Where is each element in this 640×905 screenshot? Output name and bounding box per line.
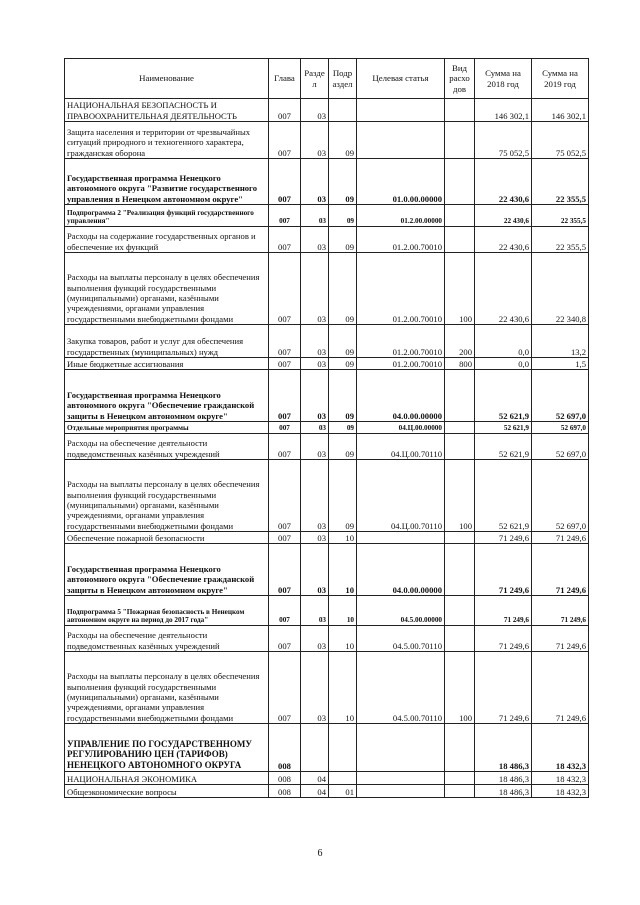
row-section: 03	[301, 370, 329, 422]
row-sum-2019: 71 249,6	[532, 544, 589, 596]
row-subsection: 01	[329, 785, 357, 798]
row-target: 01.0.00.00000	[357, 159, 445, 205]
row-section: 03	[301, 205, 329, 227]
row-section: 03	[301, 596, 329, 626]
row-chapter: 008	[269, 772, 301, 785]
row-sum-2018: 18 486,3	[475, 724, 532, 772]
row-expense-type: 100	[445, 652, 475, 724]
row-chapter: 008	[269, 724, 301, 772]
row-sum-2019: 22 355,5	[532, 205, 589, 227]
table-row	[65, 596, 589, 626]
row-section: 03	[301, 99, 329, 122]
row-sum-2018: 71 249,6	[475, 544, 532, 596]
row-sum-2018: 71 249,6	[475, 652, 532, 724]
row-sum-2018: 71 249,6	[475, 626, 532, 652]
header-subsection: Подр аздел	[329, 59, 357, 99]
row-expense-type	[445, 159, 475, 205]
row-expense-type: 100	[445, 253, 475, 325]
row-target: 01.2.00.70010	[357, 253, 445, 325]
row-section: 03	[301, 652, 329, 724]
row-sum-2018: 52 621,9	[475, 460, 532, 532]
row-section: 03	[301, 434, 329, 460]
table-row	[65, 532, 589, 544]
row-section: 03	[301, 532, 329, 544]
row-subsection: 09	[329, 325, 357, 358]
row-target: 01.2.00.00000	[357, 205, 445, 227]
row-sum-2018: 146 302,1	[475, 99, 532, 122]
row-expense-type: 200	[445, 325, 475, 358]
row-subsection: 09	[329, 159, 357, 205]
row-sum-2018: 52 621,9	[475, 422, 532, 434]
row-sum-2019: 75 052,5	[532, 122, 589, 159]
table-row	[65, 544, 589, 596]
row-sum-2019: 18 432,3	[532, 724, 589, 772]
row-target: 01.2.00.70010	[357, 325, 445, 358]
row-subsection: 09	[329, 370, 357, 422]
row-target: 04.0.00.00000	[357, 544, 445, 596]
row-expense-type	[445, 532, 475, 544]
row-sum-2018: 71 249,6	[475, 532, 532, 544]
row-chapter: 007	[269, 422, 301, 434]
row-subsection: 09	[329, 434, 357, 460]
row-sum-2019: 18 432,3	[532, 772, 589, 785]
header-section: Разде л	[301, 59, 329, 99]
row-name: Отдельные мероприятия программы	[65, 422, 269, 434]
row-sum-2019: 52 697,0	[532, 370, 589, 422]
row-sum-2018: 0,0	[475, 358, 532, 370]
row-subsection: 10	[329, 544, 357, 596]
row-target: 01.2.00.70010	[357, 358, 445, 370]
row-expense-type	[445, 772, 475, 785]
row-chapter: 007	[269, 325, 301, 358]
row-expense-type: 800	[445, 358, 475, 370]
row-section: 03	[301, 544, 329, 596]
row-subsection: 10	[329, 652, 357, 724]
row-section: 03	[301, 422, 329, 434]
row-name: Расходы на обеспечение деятельности подведомственных казённых учреждений	[65, 626, 269, 652]
table-row	[65, 724, 589, 772]
row-chapter: 007	[269, 532, 301, 544]
header-expense-type: Вид расхо дов	[445, 59, 475, 99]
row-name: УПРАВЛЕНИЕ ПО ГОСУДАРСТВЕННОМУ РЕГУЛИРОВАНИЮ ЦЕН (ТАРИФОВ) НЕНЕЦКОГО АВТОНОМНОГО ОКРУГА	[65, 724, 269, 772]
table-row	[65, 785, 589, 798]
row-name: Расходы на содержание государственных органов и обеспечение их функций	[65, 227, 269, 253]
row-name: Обеспечение пожарной безопасности	[65, 532, 269, 544]
row-subsection: 10	[329, 626, 357, 652]
table-row	[65, 99, 589, 122]
row-section: 03	[301, 460, 329, 532]
row-sum-2019: 22 355,5	[532, 159, 589, 205]
row-sum-2019: 52 697,0	[532, 460, 589, 532]
row-section: 03	[301, 227, 329, 253]
row-sum-2018: 22 430,6	[475, 205, 532, 227]
table-row	[65, 460, 589, 532]
row-name: Закупка товаров, работ и услуг для обеспечения государственных (муниципальных) нужд	[65, 325, 269, 358]
row-section: 03	[301, 358, 329, 370]
row-expense-type	[445, 596, 475, 626]
header-sum-2018: Сумма на 2018 год	[475, 59, 532, 99]
row-name: Подпрограмма 5 "Пожарная безопасность в Ненецком автономном округе на период до 2017 года"	[65, 596, 269, 626]
row-sum-2019: 71 249,6	[532, 652, 589, 724]
row-name: Расходы на обеспечение деятельности подведомственных казённых учреждений	[65, 434, 269, 460]
table-row	[65, 122, 589, 159]
row-sum-2019: 52 697,0	[532, 434, 589, 460]
row-chapter: 007	[269, 227, 301, 253]
table-row	[65, 358, 589, 370]
table-header-row	[65, 59, 589, 99]
row-chapter: 007	[269, 460, 301, 532]
row-section: 03	[301, 159, 329, 205]
row-target: 04.Ц.00.70110	[357, 460, 445, 532]
row-target	[357, 99, 445, 122]
row-sum-2018: 22 430,6	[475, 159, 532, 205]
row-sum-2019: 52 697,0	[532, 422, 589, 434]
row-sum-2019: 22 355,5	[532, 227, 589, 253]
row-sum-2019: 71 249,6	[532, 532, 589, 544]
row-sum-2018: 18 486,3	[475, 772, 532, 785]
page-number: 6	[317, 848, 323, 859]
row-chapter: 007	[269, 596, 301, 626]
row-expense-type	[445, 724, 475, 772]
row-subsection: 09	[329, 422, 357, 434]
row-sum-2018: 52 621,9	[475, 370, 532, 422]
row-name: НАЦИОНАЛЬНАЯ ЭКОНОМИКА	[65, 772, 269, 785]
row-sum-2018: 71 249,6	[475, 596, 532, 626]
row-expense-type	[445, 99, 475, 122]
row-target	[357, 724, 445, 772]
row-expense-type	[445, 205, 475, 227]
row-chapter: 007	[269, 370, 301, 422]
row-subsection: 09	[329, 253, 357, 325]
row-chapter: 007	[269, 159, 301, 205]
row-section: 03	[301, 626, 329, 652]
header-chapter: Глава	[269, 59, 301, 99]
row-section: 04	[301, 772, 329, 785]
row-name: Расходы на выплаты персоналу в целях обеспечения выполнения функций государственными (муниципальными) органами, казёнными учреждениями, органами управления государственными внебюджетными фондами	[65, 460, 269, 532]
row-expense-type	[445, 544, 475, 596]
header-sum-2019: Сумма на 2019 год	[532, 59, 589, 99]
row-section: 03	[301, 253, 329, 325]
row-name: Подпрограмма 2 "Реализация функций государственного управления"	[65, 205, 269, 227]
row-chapter: 008	[269, 785, 301, 798]
row-sum-2018: 75 052,5	[475, 122, 532, 159]
row-target: 04.5.00.70110	[357, 626, 445, 652]
table-row	[65, 422, 589, 434]
row-subsection: 10	[329, 532, 357, 544]
table-row	[65, 626, 589, 652]
table-row	[65, 253, 589, 325]
table-row	[65, 370, 589, 422]
row-name: Общеэкономические вопросы	[65, 785, 269, 798]
row-expense-type	[445, 370, 475, 422]
header-target: Целевая статья	[357, 59, 445, 99]
row-subsection: 09	[329, 122, 357, 159]
row-subsection	[329, 99, 357, 122]
row-sum-2018: 52 621,9	[475, 434, 532, 460]
row-expense-type: 100	[445, 460, 475, 532]
row-chapter: 007	[269, 253, 301, 325]
row-section	[301, 724, 329, 772]
table-row	[65, 325, 589, 358]
row-expense-type	[445, 626, 475, 652]
row-subsection	[329, 724, 357, 772]
row-target: 04.Ц.00.00000	[357, 422, 445, 434]
row-name: Государственная программа Ненецкого автономного округа "Обеспечение гражданской защиты в Ненецком автономном округе"	[65, 544, 269, 596]
row-chapter: 007	[269, 99, 301, 122]
row-sum-2019: 71 249,6	[532, 596, 589, 626]
row-name: Расходы на выплаты персоналу в целях обеспечения выполнения функций государственными (муниципальными) органами, казёнными учреждениями, органами управления государственными внебюджетными фондами	[65, 652, 269, 724]
row-sum-2018: 22 430,6	[475, 253, 532, 325]
row-chapter: 007	[269, 434, 301, 460]
row-target	[357, 532, 445, 544]
row-subsection: 09	[329, 460, 357, 532]
row-chapter: 007	[269, 626, 301, 652]
row-sum-2018: 22 430,6	[475, 227, 532, 253]
row-subsection: 10	[329, 596, 357, 626]
row-expense-type	[445, 434, 475, 460]
row-section: 03	[301, 325, 329, 358]
row-section: 03	[301, 122, 329, 159]
row-expense-type	[445, 122, 475, 159]
row-chapter: 007	[269, 544, 301, 596]
row-sum-2019: 18 432,3	[532, 785, 589, 798]
row-sum-2019: 13,2	[532, 325, 589, 358]
row-name: Расходы на выплаты персоналу в целях обеспечения выполнения функций государственными (муниципальными) органами, казёнными учреждениями, органами управления государственными внебюджетными фондами	[65, 253, 269, 325]
row-chapter: 007	[269, 358, 301, 370]
table-row	[65, 652, 589, 724]
row-subsection	[329, 772, 357, 785]
row-target: 04.5.00.70110	[357, 652, 445, 724]
row-target	[357, 772, 445, 785]
row-name: НАЦИОНАЛЬНАЯ БЕЗОПАСНОСТЬ И ПРАВООХРАНИТЕЛЬНАЯ ДЕЯТЕЛЬНОСТЬ	[65, 99, 269, 122]
row-target: 04.Ц.00.70110	[357, 434, 445, 460]
row-sum-2019: 1,5	[532, 358, 589, 370]
row-target: 04.5.00.00000	[357, 596, 445, 626]
row-subsection: 09	[329, 205, 357, 227]
table-row	[65, 159, 589, 205]
row-target	[357, 785, 445, 798]
row-name: Защита населения и территории от чрезвычайных ситуаций природного и техногенного характера, гражданская оборона	[65, 122, 269, 159]
row-sum-2019: 146 302,1	[532, 99, 589, 122]
row-chapter: 007	[269, 122, 301, 159]
row-sum-2018: 18 486,3	[475, 785, 532, 798]
row-chapter: 007	[269, 652, 301, 724]
row-subsection: 09	[329, 227, 357, 253]
header-name: Наименование	[65, 59, 269, 99]
row-target: 04.0.00.00000	[357, 370, 445, 422]
table-row	[65, 227, 589, 253]
row-expense-type	[445, 422, 475, 434]
row-name: Государственная программа Ненецкого автономного округа "Развитие государственного управления в Ненецком автономном округе"	[65, 159, 269, 205]
table-row	[65, 205, 589, 227]
row-sum-2019: 71 249,6	[532, 626, 589, 652]
row-expense-type	[445, 227, 475, 253]
table-row	[65, 772, 589, 785]
budget-table	[64, 58, 589, 798]
row-sum-2018: 0,0	[475, 325, 532, 358]
row-target	[357, 122, 445, 159]
row-target: 01.2.00.70010	[357, 227, 445, 253]
row-name: Государственная программа Ненецкого автономного округа "Обеспечение гражданской защиты в Ненецком автономном округе"	[65, 370, 269, 422]
row-section: 04	[301, 785, 329, 798]
table-row	[65, 434, 589, 460]
row-chapter: 007	[269, 205, 301, 227]
row-sum-2019: 22 340,8	[532, 253, 589, 325]
row-subsection: 09	[329, 358, 357, 370]
row-name: Иные бюджетные ассигнования	[65, 358, 269, 370]
row-expense-type	[445, 785, 475, 798]
